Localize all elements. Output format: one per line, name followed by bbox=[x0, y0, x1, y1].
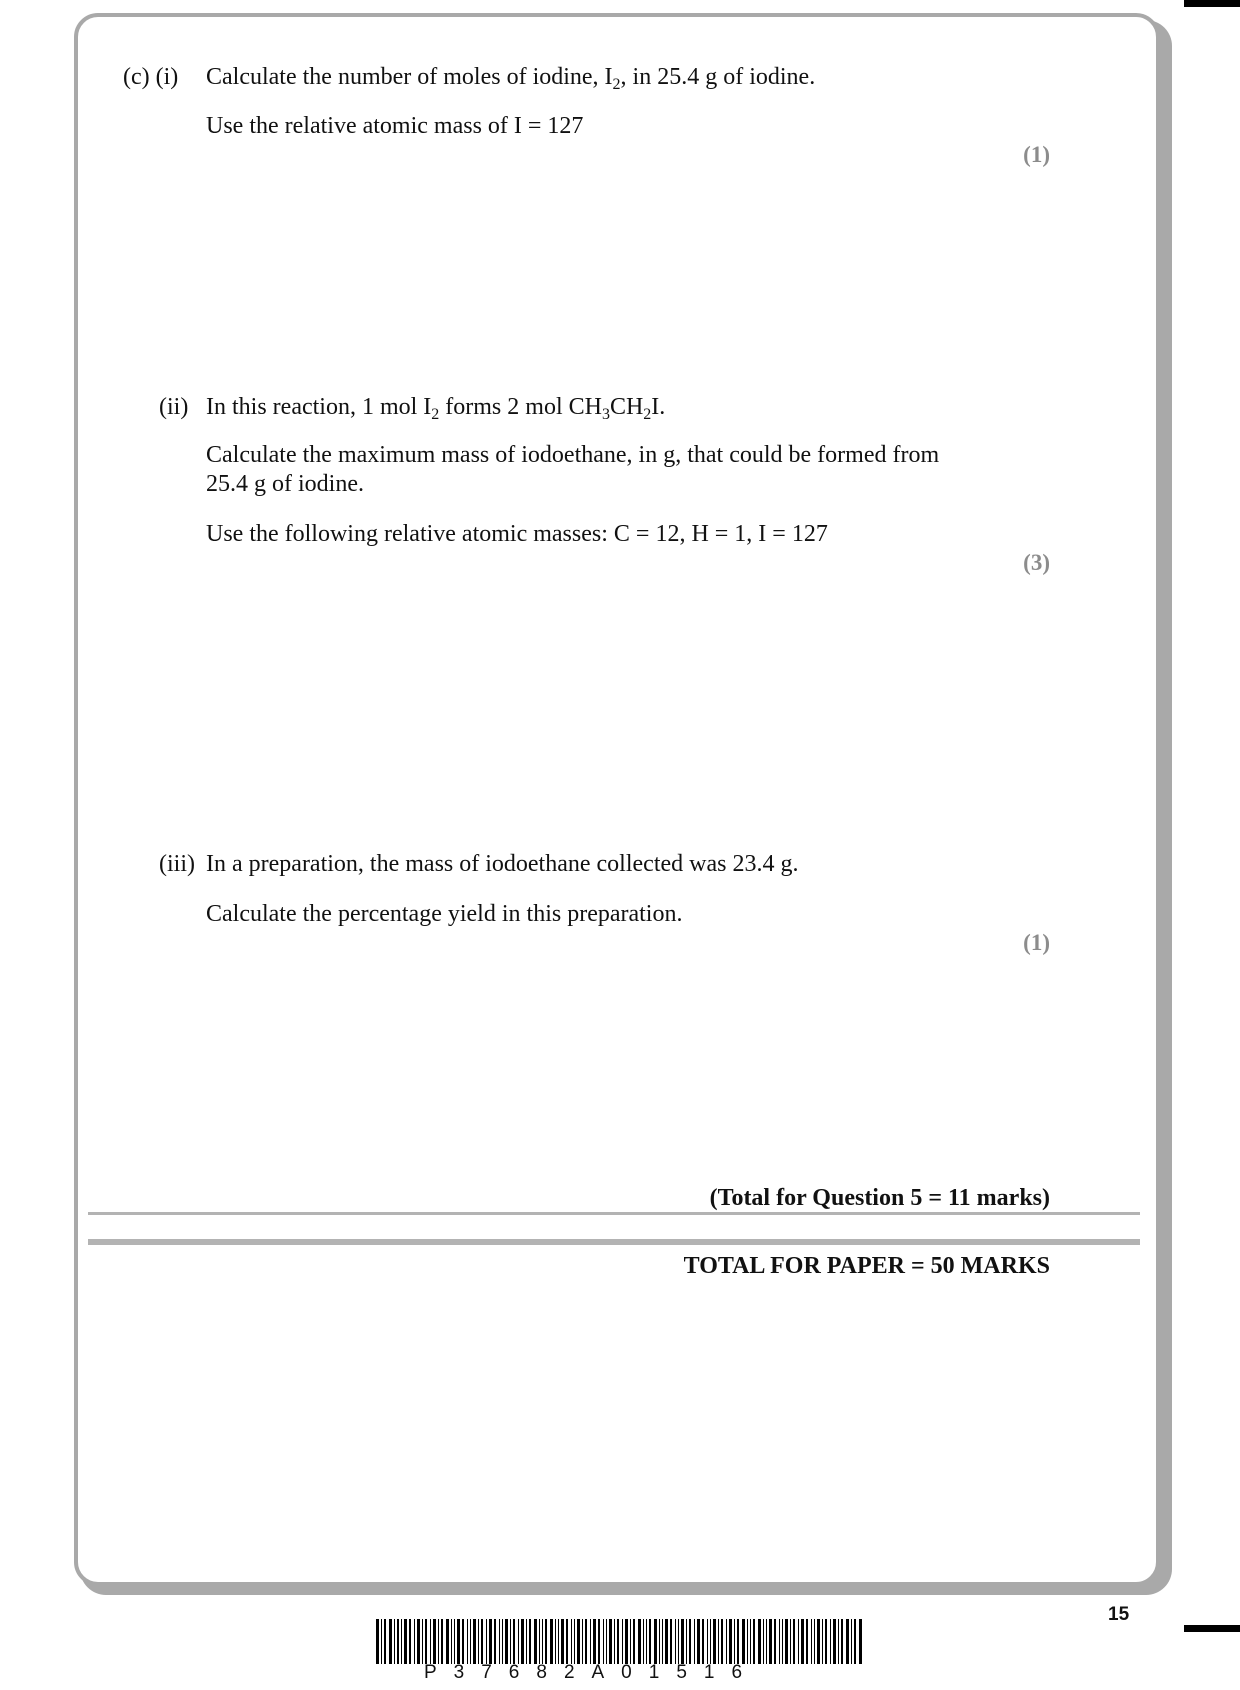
corner-mark-bottom bbox=[1184, 1625, 1240, 1632]
barcode bbox=[376, 1619, 864, 1664]
paper-divider bbox=[88, 1239, 1140, 1245]
question-c-ii-line3: 25.4 g of iodine. bbox=[206, 471, 364, 497]
marks-c-iii: (1) bbox=[1023, 930, 1050, 955]
question-total: (Total for Question 5 = 11 marks) bbox=[709, 1185, 1050, 1211]
marks-c-ii: (3) bbox=[1023, 550, 1050, 575]
question-c-ii-line4: Use the following relative atomic masses: C = 12, H = 1, I = 127 bbox=[206, 521, 828, 547]
answer-frame bbox=[74, 13, 1160, 1586]
question-c-iii-line1: In a preparation, the mass of iodoethane collected was 23.4 g. bbox=[206, 851, 799, 877]
question-label-c-iii: (iii) bbox=[159, 851, 195, 877]
corner-mark-top bbox=[1184, 0, 1240, 7]
question-c-i-line1: Calculate the number of moles of iodine, $I_2$, in 25.4 g of iodine. bbox=[206, 64, 816, 93]
question-c-ii-line2: Calculate the maximum mass of iodoethane, in g, that could be formed from bbox=[206, 442, 940, 468]
marks-c-i: (1) bbox=[1023, 142, 1050, 167]
paper-total: TOTAL FOR PAPER = 50 MARKS bbox=[683, 1253, 1050, 1279]
question-label-c-i: (c) (i) bbox=[123, 64, 179, 90]
barcode-number: P37682A01516 bbox=[424, 1662, 760, 1683]
question-divider bbox=[88, 1212, 1140, 1215]
question-c-iii-line2: Calculate the percentage yield in this preparation. bbox=[206, 901, 683, 927]
question-c-i-line2: Use the relative atomic mass of I = 127 bbox=[206, 113, 584, 139]
question-c-ii-line1: In this reaction, 1 mol $I_2$ forms 2 mol $CH_3CH_2I$. bbox=[206, 394, 666, 423]
question-label-c-ii: (ii) bbox=[159, 394, 189, 420]
page-number: 15 bbox=[1108, 1604, 1130, 1625]
